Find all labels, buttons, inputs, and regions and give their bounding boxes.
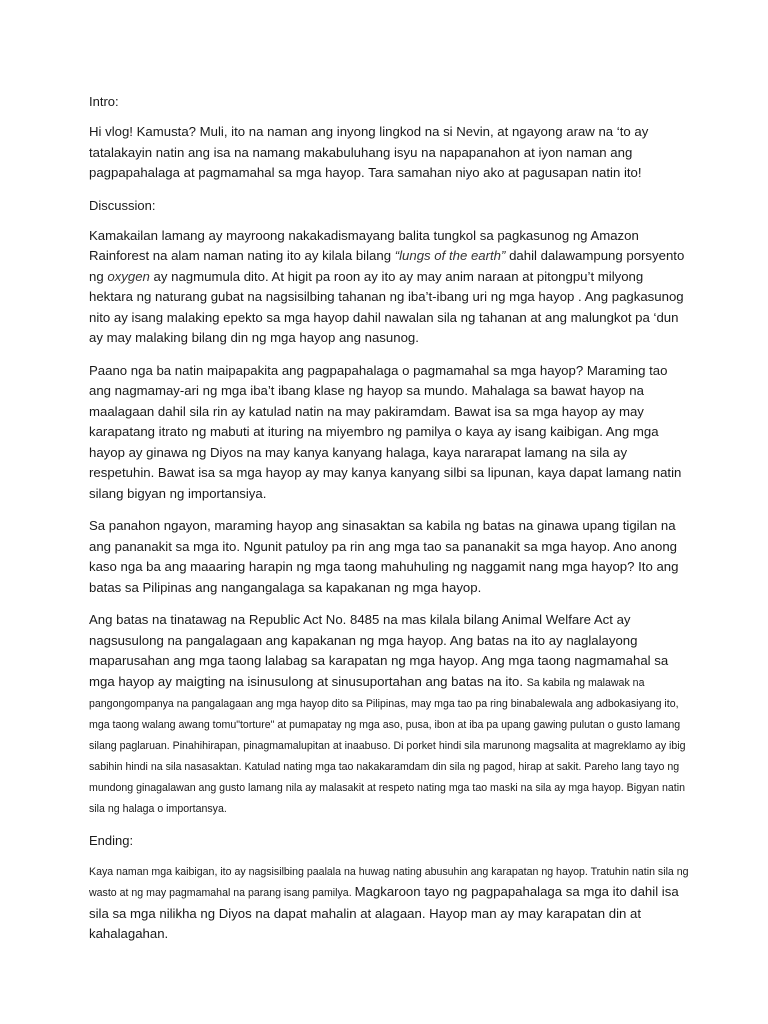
discussion-p4-text-b: Sa kabila ng malawak na pangongompanya na pangalagaan ang mga hayop dito sa Pilipinas, may mga tao pa ring binabalewala ang adbokasiyang ito, mga taong walang awang tomu"torture" at pumapatay ng mga aso, pusa, ibon at iba pa upang gawing pulutan o gusto lamang silang paglaruan. Pinahihirapan, pinagmamalupitan at inaabuso. Di porket hindi sila marunong magsalita at magreklamo ay ibig sabihin hindi na sila nasasaktan. Katulad nating mga tao nakakaramdam din sila ng pagod, hirap at sakit. Pareho lang tayo ng mundong ginagalawan ang gusto lamang nila ay malasakit at respeto nating mga tao maski na sila ay mga hayop. Bigyan natin sila ng halaga o importansya.: [89, 676, 686, 815]
discussion-p1-text-c: ay nagmumula dito. At higit pa roon ay ito ay may anim naraan at pitongpu’t milyong hektara ng naturang gubat na nagsisilbing tahanan ng iba’t-ibang uri ng mga hayop . Ang pagkasunog nito ay isang malaking epekto sa mga hayop dahil nawalan sila ng tahanan at ang malungkot pa ‘dun ay may malaking bilang din ng mga hayop ang nasunog.: [89, 268, 684, 345]
ending-heading: Ending:: [89, 832, 134, 848]
intro-heading: Intro:: [89, 94, 119, 109]
discussion-p1-emphasis-lungs: “lungs of the earth”: [394, 248, 506, 263]
ending-paragraph: [89, 861, 689, 945]
discussion-paragraph-4: [89, 610, 689, 819]
discussion-p1-text-b: dahil dalawampung porsyento ng: [89, 248, 685, 284]
ending-text-b: Magkaroon tayo ng pagpapahalaga sa mga ito dahil isa sila sa mga nilikha ng Diyos na dapat mahalin at alagaan. Hayop man ay may karapatan din at kahalagahan.: [89, 884, 679, 941]
discussion-paragraph-3: Sa panahon ngayon, maraming hayop ang sinasaktan sa kabila ng batas na ginawa upang tigilan na ang pananakit sa mga ito. Ngunit patuloy pa rin ang mga tao sa pananakit sa mga hayop. Ano anong kaso nga ba ang maaaring harapin ng mga taong mahuhuling ng naggamit nang mga hayop? Ito ang batas sa Pilipinas ang nangangalaga sa kapakanan ng mga hayop.: [89, 518, 679, 595]
document-body: [89, 92, 689, 957]
discussion-p1-text-a: Kamakailan lamang ay mayroong nakakadismayang balita tungkol sa pagkasunog ng Amazon Rainforest na alam naman nating ito ay kilala bilang: [89, 227, 639, 263]
discussion-paragraph-1: [89, 226, 689, 349]
discussion-heading: Discussion:: [89, 197, 156, 213]
discussion-p1-emphasis-oxygen: oxygen: [107, 268, 150, 284]
intro-paragraph: Hi vlog! Kamusta? Muli, ito na naman ang inyong lingkod na si Nevin, at ngayong araw na ‘to ay tatalakayin natin ang isa na namang makabuluhang isyu na napapanahon at iyon naman ang pagpapahalaga at pagmamahal sa mga hayop. Tara samahan niyo ako at pagusapan natin ito!: [89, 124, 649, 180]
discussion-paragraph-2: Paano nga ba natin maipapakita ang pagpapahalaga o pagmamahal sa mga hayop? Maraming tao ang nagmamay-ari ng mga iba’t ibang klase ng hayop sa mundo. Mahalaga sa bawat hayop na maalagaan dahil sila rin ay katulad natin na may pakiramdam. Bawat isa sa mga hayop ay may karapatang itrato ng mabuti at ituring na miyembro ng pamilya o kaya ay isang kaibigan. Ang mga hayop ay ginawa ng Diyos na may kanya kanyang halaga, kaya nararapat lamang na sila ay respetuhin. Bawat isa sa mga hayop ay may kanya kanyang silbi sa lipunan, kaya dapat lamang natin silang bigyan ng importansiya.: [89, 362, 682, 501]
ending-text-a: Kaya naman mga kaibigan, ito ay nagsisilbing paalala na huwag nating abusuhin ang karapatan ng hayop. Tratuhin natin sila ng wasto at ng may pagmamahal na parang isang pamilya.: [89, 865, 689, 899]
discussion-p4-text-a: Ang batas na tinatawag na Republic Act No. 8485 na mas kilala bilang Animal Welfare Act ay nagsusulong na pangalagaan ang kapakanan ng mga hayop. Ang batas na ito ay naglalayong maparusahan ang mga taong lalabag sa karapatan ng mga hayop. Ang mga taong nagmamahal sa mga hayop ay maigting na isinusulong at sinusuportahan ang batas na ito.: [89, 612, 669, 689]
